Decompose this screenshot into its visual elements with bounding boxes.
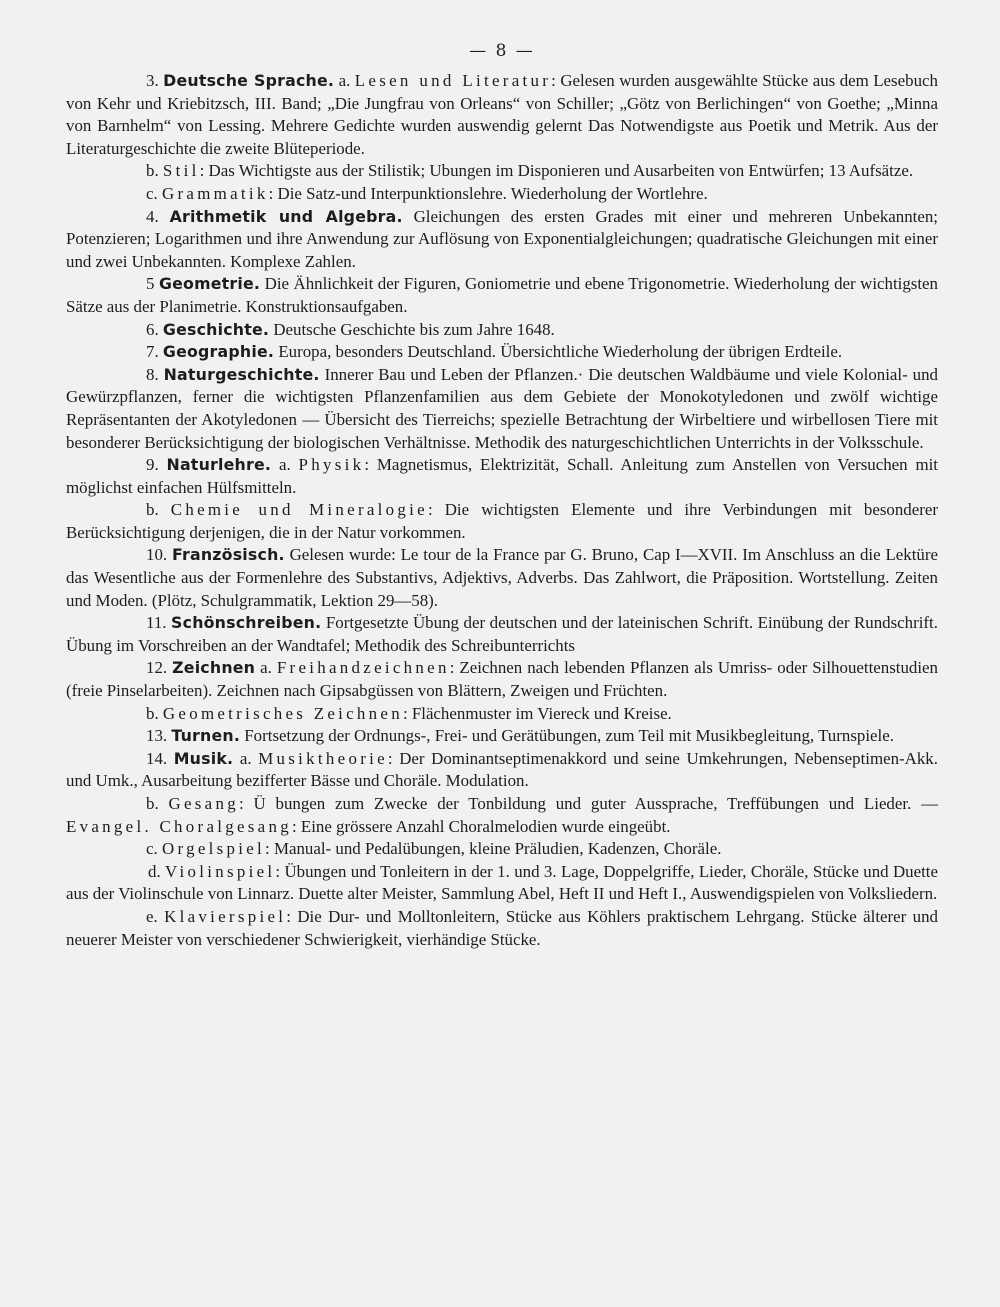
section-13: 13. Turnen. Fortsetzung der Ordnungs-, Frei- und Gerätübungen, zum Teil mit Musikbegleitung, Turnspiele. — [146, 726, 894, 746]
section-6: 6. Geschichte. Deutsche Geschichte bis zum Jahre 1648. — [146, 319, 555, 339]
section-14b: b. Gesang: Ü bungen zum Zwecke der Tonbildung und guter Aussprache, Treffübungen und Lieder. — Evangel. Choralgesang: Eine grössere Anzahl Choralmelodien wurde eingeübt. — [66, 794, 938, 836]
section-14a: 14. Musik. a. Musiktheorie: Der Dominantseptimenakkord und seine Umkehrungen, Nebenseptimen-Akk. und Umk., Ausarbeitung bezifferter Bässe und Choräle. Modulation. — [66, 748, 938, 791]
section-14e: e. Klavierspiel: Die Dur- und Molltonleitern, Stücke aus Köhlers praktischem Lehrgang. Stücke älterer und neuerer Meister von verschiedener Schwierigkeit, vierhändige Stücke. — [66, 906, 938, 949]
section-5: 5 Geometrie. Die Ähnlichkeit der Figuren, Goniometrie und ebene Trigonometrie. Wiederholung der wichtigsten Sätze aus der Planimetrie. Konstruktionsaufgaben. — [66, 274, 939, 316]
section-7: 7. Geographie. Europa, besonders Deutschland. Übersichtliche Wiederholung der übrigen Erdteile. — [146, 342, 843, 362]
section-heading: Turnen. — [171, 726, 241, 746]
section-10: 10. Französisch. Gelesen wurde: Le tour de la France par G. Bruno, Cap I—XVII. Im Anschluss an die Lektüre das Wesentliche aus der Formenlehre des Substantivs, Adjektivs, Adverbs. Das Zahlwort, die Präposition. Wortstellung. Zeiten und Moden. (Plötz, Schulgrammatik, Lektion 29—58). — [66, 545, 938, 610]
section-3c: c. Grammatik: Die Satz-und Interpunktionslehre. Wiederholung der Wortlehre. — [146, 183, 708, 203]
section-3b: b. Stil: Das Wichtigste aus der Stilistik; Ubungen im Disponieren und Ausarbeiten von Entwürfen; 13 Aufsätze. — [146, 161, 914, 181]
section-heading: Deutsche Sprache. — [163, 71, 335, 90]
section-heading: Geographie. — [162, 342, 275, 362]
page-number: — 8 — — [469, 41, 535, 61]
section-heading: Musik. — [173, 748, 234, 768]
section-11: 11. Schönschreiben. Fortgesetzte Übung der deutschen und der lateinischen Schrift. Einübung der Rundschrift. Übung im Vorschreiben an der Wandtafel; Methodik des Schreibunterrichts — [66, 613, 938, 655]
section-4: 4. Arithmetik und Algebra. Gleichungen des ersten Grades mit einer und mehreren Unbekannten; Potenzieren; Logarithmen und ihre Anwendung zur Auflösung von Exponentialgleichungen; quadratische Gleichungen mit einer und zwei Unbekannten. Komplexe Zahlen. — [66, 206, 938, 271]
section-heading: Arithmetik und Algebra. — [169, 206, 403, 226]
section-heading: Französisch. — [171, 545, 285, 565]
section-14d: d. Violinspiel: Übungen und Tonleitern in der 1. und 3. Lage, Doppelgriffe, Lieder, Choräle, Stücke und Duette aus der Violinschule von Linnarz. Duette alter Meister, Sammlung Abel, Heft II und Heft I., Auswendigspielen von Volksliedern. — [66, 861, 938, 904]
section-9a: 9. Naturlehre. a. Physik: Magnetismus, Elektrizität, Schall. Anleitung zum Anstellen von Versuchen mit möglichst einfachen Hülfsmitteln. — [66, 455, 938, 497]
section-12b: b. Geometrisches Zeichnen: Flächenmuster im Viereck und Kreise. — [146, 703, 672, 723]
section-3a: 3. Deutsche Sprache. a. Lesen und Literatur: Gelesen wurden ausgewählte Stücke aus dem Lesebuch von Kehr und Kriebitzsch, III. Band; „Die Jungfrau von Orleans“ von Schiller; „Götz von Berlichingen“ von Goethe; „Minna von Barnhelm“ von Lessing. Mehrere Gedichte wurden auswendig gelernt Das Notwendigste aus Poetik und Metrik. Aus der Literaturgeschichte die zweite Blüteperiode. — [66, 71, 938, 158]
section-14c: c. Orgelspiel: Manual- und Pedalübungen, kleine Präludien, Kadenzen, Choräle. — [146, 839, 722, 859]
body-text — [66, 70, 938, 951]
section-12a: 12. Zeichnen a. Freihandzeichnen: Zeichnen nach lebenden Pflanzen als Umriss- oder Silhouettenstudien (freie Pinselarbeiten). Zeichnen nach Gipsabgüssen von Blättern, Zweigen und Früchten. — [66, 658, 939, 701]
section-8: 8. Naturgeschichte. Innerer Bau und Leben der Pflanzen.· Die deutschen Waldbäume und viele Kolonial- und Gewürzpflanzen, ferner die wichtigsten Pflanzenfamilien aus dem Gebiete der Monokotyledonen und zwölf wichtige Repräsentanten der Akotyledonen — Übersicht des Tierreichs; spezielle Betrachtung der Wirbeltiere und wirbellosen Tiere mit besonderer Berücksichtigung der biologischen Verhältnisse. Methodik des naturgeschichtlichen Unterrichts in der Volksschule. — [66, 364, 938, 452]
section-heading: Geschichte. — [162, 319, 270, 339]
section-heading: Zeichnen — [172, 658, 256, 678]
section-heading: Geometrie. — [158, 274, 261, 294]
section-9b: b. Chemie und Mineralogie: Die wichtigsten Elemente und ihre Verbindungen mit besonderer Berücksichtigung derjenigen, die in der Natur vorkommen. — [66, 500, 938, 542]
section-heading: Naturlehre. — [166, 455, 272, 475]
section-heading: Naturgeschichte. — [163, 364, 320, 384]
section-heading: Schönschreiben. — [171, 613, 322, 633]
